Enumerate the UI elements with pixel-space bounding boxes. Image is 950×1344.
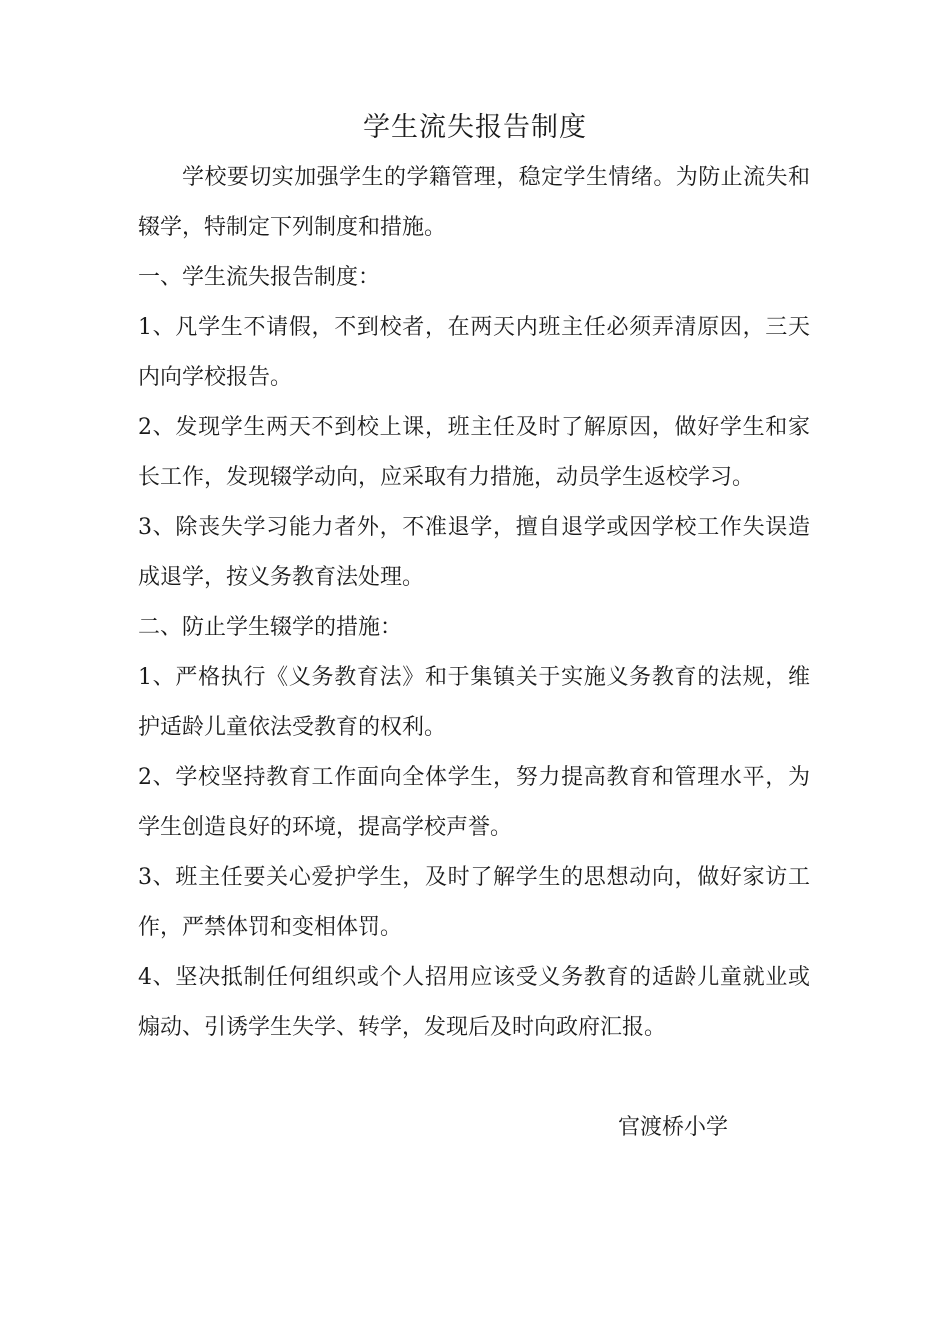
document-body — [138, 153, 810, 1053]
section-2-item-3: 3、班主任要关心爱护学生，及时了解学生的思想动向，做好家访工作，严禁体罚和变相体罚。 — [138, 865, 810, 940]
section-1-item-1: 1、凡学生不请假，不到校者，在两天内班主任必须弄清原因，三天内向学校报告。 — [138, 315, 810, 390]
section-2-item-2: 2、学校坚持教育工作面向全体学生，努力提高教育和管理水平，为学生创造良好的环境，提高学校声誉。 — [138, 765, 810, 840]
signature-school-name: 官渡桥小学 — [618, 1115, 729, 1140]
section-1-item-2: 2、发现学生两天不到校上课，班主任及时了解原因，做好学生和家长工作，发现辍学动向，应采取有力措施，动员学生返校学习。 — [138, 415, 810, 490]
document-title: 学生流失报告制度 — [363, 112, 587, 143]
section-2-item-4: 4、坚决抵制任何组织或个人招用应该受义务教育的适龄儿童就业或煽动、引诱学生失学、转学，发现后及时向政府汇报。 — [138, 965, 810, 1040]
section-2-heading: 二、防止学生辍学的措施： — [138, 615, 403, 640]
section-2-item-1: 1、严格执行《义务教育法》和于集镇关于实施义务教育的法规，维护适龄儿童依法受教育的权利。 — [138, 665, 810, 740]
section-1-item-3: 3、除丧失学习能力者外，不准退学，擅自退学或因学校工作失误造成退学，按义务教育法处理。 — [138, 515, 810, 590]
intro-paragraph: 学校要切实加强学生的学籍管理，稳定学生情绪。为防止流失和辍学，特制定下列制度和措施。 — [138, 165, 810, 240]
section-1-heading: 一、学生流失报告制度： — [138, 265, 381, 290]
